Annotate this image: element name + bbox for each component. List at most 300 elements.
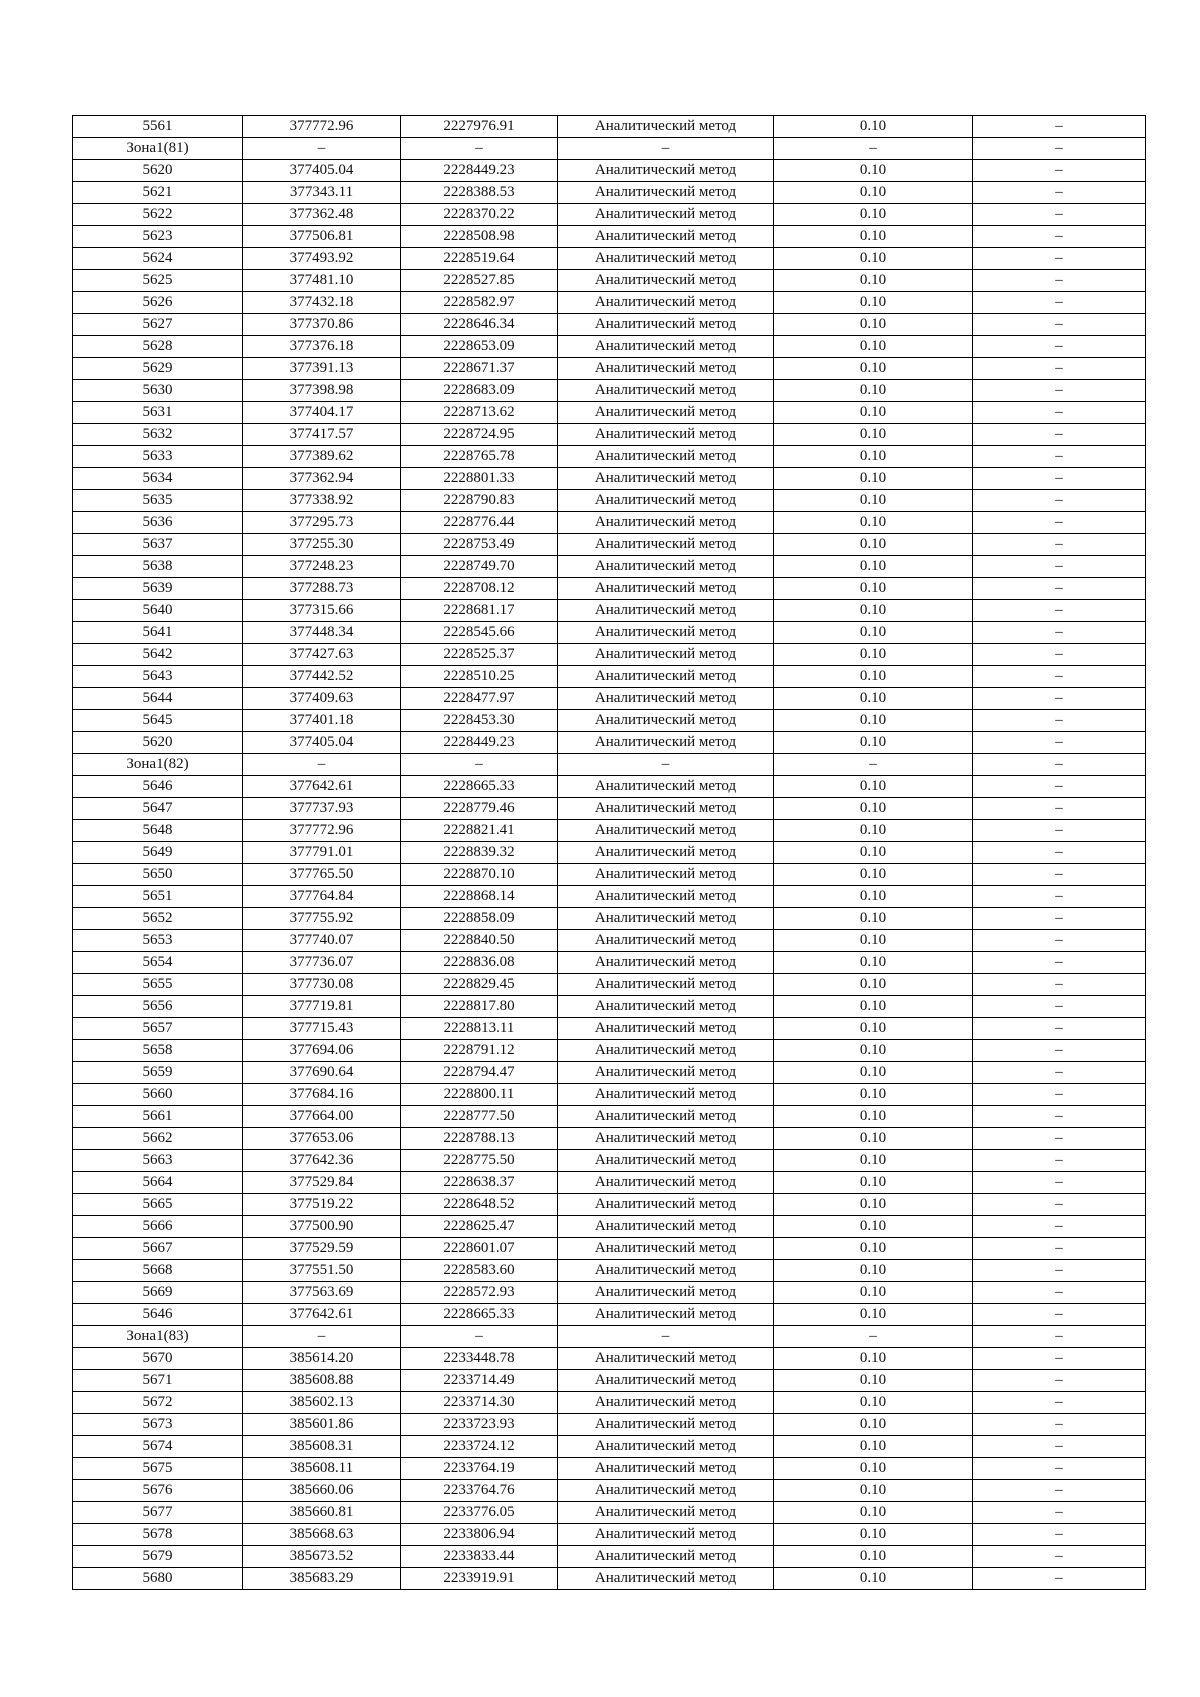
zone-header-row	[73, 1326, 1146, 1348]
point-number-cell: 5631	[73, 402, 243, 424]
x-coordinate-cell: 377551.50	[243, 1260, 401, 1282]
point-number-cell: 5638	[73, 556, 243, 578]
x-coordinate-cell: 377405.04	[243, 160, 401, 182]
note-cell: –	[973, 1172, 1146, 1194]
note-cell: –	[973, 182, 1146, 204]
table-row	[73, 336, 1146, 358]
point-number-cell: 5654	[73, 952, 243, 974]
x-coordinate-cell: 385608.11	[243, 1458, 401, 1480]
table-row	[73, 182, 1146, 204]
table-row	[73, 1018, 1146, 1040]
accuracy-cell: 0.10	[774, 1348, 973, 1370]
y-coordinate-cell: 2228775.50	[401, 1150, 558, 1172]
table-row	[73, 1304, 1146, 1326]
point-number-cell: 5678	[73, 1524, 243, 1546]
x-coordinate-cell: 377715.43	[243, 1018, 401, 1040]
point-number-cell: Зона1(81)	[73, 138, 243, 160]
accuracy-cell: 0.10	[774, 1568, 973, 1590]
point-number-cell: 5668	[73, 1260, 243, 1282]
accuracy-cell: 0.10	[774, 160, 973, 182]
point-number-cell: 5670	[73, 1348, 243, 1370]
note-cell: –	[973, 1304, 1146, 1326]
point-number-cell: 5659	[73, 1062, 243, 1084]
point-number-cell: 5666	[73, 1216, 243, 1238]
table-row	[73, 292, 1146, 314]
table-row	[73, 402, 1146, 424]
note-cell: –	[973, 732, 1146, 754]
point-number-cell: 5637	[73, 534, 243, 556]
method-cell: Аналитический метод	[558, 1392, 774, 1414]
point-number-cell: 5661	[73, 1106, 243, 1128]
x-coordinate-cell: 377694.06	[243, 1040, 401, 1062]
y-coordinate-cell: 2228779.46	[401, 798, 558, 820]
x-coordinate-cell: 377730.08	[243, 974, 401, 996]
x-coordinate-cell: 385660.81	[243, 1502, 401, 1524]
y-coordinate-cell: 2228648.52	[401, 1194, 558, 1216]
accuracy-cell: 0.10	[774, 1304, 973, 1326]
method-cell: Аналитический метод	[558, 974, 774, 996]
method-cell: Аналитический метод	[558, 534, 774, 556]
x-coordinate-cell: 377255.30	[243, 534, 401, 556]
x-coordinate-cell: 377642.61	[243, 1304, 401, 1326]
point-number-cell: 5640	[73, 600, 243, 622]
accuracy-cell: 0.10	[774, 314, 973, 336]
x-coordinate-cell: 377719.81	[243, 996, 401, 1018]
table-row	[73, 1084, 1146, 1106]
method-cell: Аналитический метод	[558, 1458, 774, 1480]
method-cell: Аналитический метод	[558, 644, 774, 666]
accuracy-cell: –	[774, 754, 973, 776]
accuracy-cell: 0.10	[774, 248, 973, 270]
point-number-cell: 5630	[73, 380, 243, 402]
table-row	[73, 424, 1146, 446]
table-row	[73, 842, 1146, 864]
method-cell: Аналитический метод	[558, 402, 774, 424]
accuracy-cell: 0.10	[774, 864, 973, 886]
table-row	[73, 1568, 1146, 1590]
table-row	[73, 1238, 1146, 1260]
note-cell: –	[973, 1040, 1146, 1062]
table-row	[73, 226, 1146, 248]
y-coordinate-cell: 2233714.30	[401, 1392, 558, 1414]
x-coordinate-cell: 385601.86	[243, 1414, 401, 1436]
point-number-cell: 5679	[73, 1546, 243, 1568]
table-row	[73, 886, 1146, 908]
accuracy-cell: 0.10	[774, 1040, 973, 1062]
y-coordinate-cell: 2228449.23	[401, 732, 558, 754]
point-number-cell: 5671	[73, 1370, 243, 1392]
accuracy-cell: 0.10	[774, 578, 973, 600]
method-cell: Аналитический метод	[558, 688, 774, 710]
x-coordinate-cell: 385683.29	[243, 1568, 401, 1590]
method-cell: Аналитический метод	[558, 1436, 774, 1458]
note-cell: –	[973, 908, 1146, 930]
point-number-cell: Зона1(82)	[73, 754, 243, 776]
method-cell: Аналитический метод	[558, 1106, 774, 1128]
table-row	[73, 490, 1146, 512]
x-coordinate-cell: 377417.57	[243, 424, 401, 446]
accuracy-cell: 0.10	[774, 996, 973, 1018]
note-cell: –	[973, 1458, 1146, 1480]
y-coordinate-cell: 2228519.64	[401, 248, 558, 270]
note-cell: –	[973, 666, 1146, 688]
y-coordinate-cell: 2233724.12	[401, 1436, 558, 1458]
method-cell: Аналитический метод	[558, 182, 774, 204]
accuracy-cell: 0.10	[774, 1480, 973, 1502]
accuracy-cell: 0.10	[774, 490, 973, 512]
note-cell: –	[973, 424, 1146, 446]
note-cell: –	[973, 798, 1146, 820]
method-cell: Аналитический метод	[558, 116, 774, 138]
x-coordinate-cell: 377315.66	[243, 600, 401, 622]
point-number-cell: 5665	[73, 1194, 243, 1216]
table-row	[73, 1348, 1146, 1370]
y-coordinate-cell: –	[401, 754, 558, 776]
note-cell: –	[973, 446, 1146, 468]
x-coordinate-cell: 377563.69	[243, 1282, 401, 1304]
method-cell: Аналитический метод	[558, 908, 774, 930]
x-coordinate-cell: 377391.13	[243, 358, 401, 380]
accuracy-cell: 0.10	[774, 270, 973, 292]
point-number-cell: 5650	[73, 864, 243, 886]
y-coordinate-cell: 2228813.11	[401, 1018, 558, 1040]
point-number-cell: 5648	[73, 820, 243, 842]
method-cell: Аналитический метод	[558, 446, 774, 468]
accuracy-cell: 0.10	[774, 600, 973, 622]
point-number-cell: 5680	[73, 1568, 243, 1590]
table-row	[73, 1502, 1146, 1524]
y-coordinate-cell: 2228753.49	[401, 534, 558, 556]
y-coordinate-cell: 2233448.78	[401, 1348, 558, 1370]
point-number-cell: 5634	[73, 468, 243, 490]
point-number-cell: 5639	[73, 578, 243, 600]
y-coordinate-cell: 2228724.95	[401, 424, 558, 446]
x-coordinate-cell: 377772.96	[243, 116, 401, 138]
note-cell: –	[973, 1436, 1146, 1458]
method-cell: Аналитический метод	[558, 1568, 774, 1590]
y-coordinate-cell: 2228870.10	[401, 864, 558, 886]
method-cell: Аналитический метод	[558, 842, 774, 864]
point-number-cell: 5624	[73, 248, 243, 270]
note-cell: –	[973, 490, 1146, 512]
accuracy-cell: 0.10	[774, 1458, 973, 1480]
x-coordinate-cell: 377427.63	[243, 644, 401, 666]
note-cell: –	[973, 1260, 1146, 1282]
note-cell: –	[973, 1194, 1146, 1216]
method-cell: Аналитический метод	[558, 1040, 774, 1062]
y-coordinate-cell: 2228749.70	[401, 556, 558, 578]
table-row	[73, 1458, 1146, 1480]
x-coordinate-cell: 377376.18	[243, 336, 401, 358]
accuracy-cell: 0.10	[774, 292, 973, 314]
y-coordinate-cell: 2228477.97	[401, 688, 558, 710]
point-number-cell: 5644	[73, 688, 243, 710]
method-cell: Аналитический метод	[558, 1480, 774, 1502]
table-row	[73, 1282, 1146, 1304]
method-cell: Аналитический метод	[558, 1524, 774, 1546]
point-number-cell: 5674	[73, 1436, 243, 1458]
table-row	[73, 1194, 1146, 1216]
point-number-cell: 5621	[73, 182, 243, 204]
table-row	[73, 578, 1146, 600]
method-cell: Аналитический метод	[558, 248, 774, 270]
table-row	[73, 1150, 1146, 1172]
point-number-cell: 5675	[73, 1458, 243, 1480]
y-coordinate-cell: 2233919.91	[401, 1568, 558, 1590]
y-coordinate-cell: 2228777.50	[401, 1106, 558, 1128]
y-coordinate-cell: 2228625.47	[401, 1216, 558, 1238]
accuracy-cell: 0.10	[774, 1282, 973, 1304]
point-number-cell: 5663	[73, 1150, 243, 1172]
accuracy-cell: 0.10	[774, 820, 973, 842]
x-coordinate-cell: 377343.11	[243, 182, 401, 204]
table-row	[73, 974, 1146, 996]
note-cell: –	[973, 1150, 1146, 1172]
x-coordinate-cell: 385668.63	[243, 1524, 401, 1546]
accuracy-cell: 0.10	[774, 644, 973, 666]
point-number-cell: 5636	[73, 512, 243, 534]
note-cell: –	[973, 1568, 1146, 1590]
y-coordinate-cell: 2228836.08	[401, 952, 558, 974]
note-cell: –	[973, 468, 1146, 490]
point-number-cell: 5561	[73, 116, 243, 138]
y-coordinate-cell: 2228839.32	[401, 842, 558, 864]
note-cell: –	[973, 688, 1146, 710]
method-cell: Аналитический метод	[558, 1546, 774, 1568]
note-cell: –	[973, 1216, 1146, 1238]
accuracy-cell: 0.10	[774, 1106, 973, 1128]
note-cell: –	[973, 578, 1146, 600]
table-row	[73, 556, 1146, 578]
accuracy-cell: 0.10	[774, 1238, 973, 1260]
y-coordinate-cell: 2228508.98	[401, 226, 558, 248]
method-cell: Аналитический метод	[558, 952, 774, 974]
method-cell: Аналитический метод	[558, 380, 774, 402]
note-cell: –	[973, 776, 1146, 798]
coordinates-table	[72, 115, 1146, 1590]
point-number-cell: 5645	[73, 710, 243, 732]
method-cell: Аналитический метод	[558, 1084, 774, 1106]
note-cell: –	[973, 248, 1146, 270]
y-coordinate-cell: 2233833.44	[401, 1546, 558, 1568]
x-coordinate-cell: 377642.36	[243, 1150, 401, 1172]
note-cell: –	[973, 380, 1146, 402]
point-number-cell: 5655	[73, 974, 243, 996]
x-coordinate-cell: –	[243, 1326, 401, 1348]
note-cell: –	[973, 754, 1146, 776]
point-number-cell: 5627	[73, 314, 243, 336]
y-coordinate-cell: 2228776.44	[401, 512, 558, 534]
point-number-cell: 5662	[73, 1128, 243, 1150]
method-cell: Аналитический метод	[558, 1260, 774, 1282]
method-cell: Аналитический метод	[558, 1414, 774, 1436]
x-coordinate-cell: 377500.90	[243, 1216, 401, 1238]
point-number-cell: 5643	[73, 666, 243, 688]
method-cell: Аналитический метод	[558, 490, 774, 512]
point-number-cell: 5620	[73, 732, 243, 754]
note-cell: –	[973, 1480, 1146, 1502]
x-coordinate-cell: 377529.84	[243, 1172, 401, 1194]
point-number-cell: 5657	[73, 1018, 243, 1040]
accuracy-cell: 0.10	[774, 446, 973, 468]
point-number-cell: 5651	[73, 886, 243, 908]
method-cell: Аналитический метод	[558, 1216, 774, 1238]
note-cell: –	[973, 710, 1146, 732]
y-coordinate-cell: 2228840.50	[401, 930, 558, 952]
table-row	[73, 776, 1146, 798]
x-coordinate-cell: 377398.98	[243, 380, 401, 402]
y-coordinate-cell: 2228829.45	[401, 974, 558, 996]
method-cell: Аналитический метод	[558, 358, 774, 380]
x-coordinate-cell: 377432.18	[243, 292, 401, 314]
note-cell: –	[973, 314, 1146, 336]
x-coordinate-cell: 385673.52	[243, 1546, 401, 1568]
x-coordinate-cell: 377288.73	[243, 578, 401, 600]
note-cell: –	[973, 204, 1146, 226]
point-number-cell: 5646	[73, 1304, 243, 1326]
table-row	[73, 1436, 1146, 1458]
point-number-cell: 5667	[73, 1238, 243, 1260]
x-coordinate-cell: 377448.34	[243, 622, 401, 644]
note-cell: –	[973, 1524, 1146, 1546]
y-coordinate-cell: 2228665.33	[401, 1304, 558, 1326]
point-number-cell: 5672	[73, 1392, 243, 1414]
y-coordinate-cell: 2228800.11	[401, 1084, 558, 1106]
y-coordinate-cell: 2233723.93	[401, 1414, 558, 1436]
y-coordinate-cell: 2228788.13	[401, 1128, 558, 1150]
note-cell: –	[973, 1414, 1146, 1436]
y-coordinate-cell: 2228510.25	[401, 666, 558, 688]
y-coordinate-cell: 2228858.09	[401, 908, 558, 930]
note-cell: –	[973, 160, 1146, 182]
method-cell: Аналитический метод	[558, 226, 774, 248]
accuracy-cell: 0.10	[774, 1524, 973, 1546]
accuracy-cell: 0.10	[774, 1436, 973, 1458]
method-cell: Аналитический метод	[558, 1172, 774, 1194]
accuracy-cell: 0.10	[774, 1260, 973, 1282]
x-coordinate-cell: 377295.73	[243, 512, 401, 534]
note-cell: –	[973, 270, 1146, 292]
y-coordinate-cell: 2233764.19	[401, 1458, 558, 1480]
y-coordinate-cell: 2233776.05	[401, 1502, 558, 1524]
accuracy-cell: 0.10	[774, 204, 973, 226]
y-coordinate-cell: 2228453.30	[401, 710, 558, 732]
note-cell: –	[973, 600, 1146, 622]
note-cell: –	[973, 886, 1146, 908]
accuracy-cell: 0.10	[774, 1194, 973, 1216]
table-row	[73, 116, 1146, 138]
accuracy-cell: 0.10	[774, 116, 973, 138]
y-coordinate-cell: 2228794.47	[401, 1062, 558, 1084]
x-coordinate-cell: 385660.06	[243, 1480, 401, 1502]
point-number-cell: 5635	[73, 490, 243, 512]
note-cell: –	[973, 1282, 1146, 1304]
method-cell: Аналитический метод	[558, 886, 774, 908]
x-coordinate-cell: 385608.31	[243, 1436, 401, 1458]
table-row	[73, 710, 1146, 732]
note-cell: –	[973, 1128, 1146, 1150]
table-row	[73, 820, 1146, 842]
note-cell: –	[973, 996, 1146, 1018]
table-row	[73, 534, 1146, 556]
method-cell: Аналитический метод	[558, 930, 774, 952]
zone-header-row	[73, 754, 1146, 776]
x-coordinate-cell: –	[243, 754, 401, 776]
x-coordinate-cell: 377405.04	[243, 732, 401, 754]
x-coordinate-cell: 385608.88	[243, 1370, 401, 1392]
method-cell: Аналитический метод	[558, 1150, 774, 1172]
point-number-cell: 5649	[73, 842, 243, 864]
x-coordinate-cell: 377401.18	[243, 710, 401, 732]
point-number-cell: 5629	[73, 358, 243, 380]
note-cell: –	[973, 952, 1146, 974]
x-coordinate-cell: 377506.81	[243, 226, 401, 248]
accuracy-cell: 0.10	[774, 1414, 973, 1436]
note-cell: –	[973, 622, 1146, 644]
y-coordinate-cell: 2228388.53	[401, 182, 558, 204]
y-coordinate-cell: 2228671.37	[401, 358, 558, 380]
x-coordinate-cell: 385614.20	[243, 1348, 401, 1370]
note-cell: –	[973, 138, 1146, 160]
y-coordinate-cell: 2228545.66	[401, 622, 558, 644]
point-number-cell: 5664	[73, 1172, 243, 1194]
accuracy-cell: 0.10	[774, 182, 973, 204]
point-number-cell: 5628	[73, 336, 243, 358]
accuracy-cell: 0.10	[774, 622, 973, 644]
point-number-cell: 5633	[73, 446, 243, 468]
table-row	[73, 1480, 1146, 1502]
table-row	[73, 270, 1146, 292]
table-row	[73, 1106, 1146, 1128]
x-coordinate-cell: 377736.07	[243, 952, 401, 974]
point-number-cell: 5632	[73, 424, 243, 446]
accuracy-cell: –	[774, 138, 973, 160]
method-cell: Аналитический метод	[558, 710, 774, 732]
method-cell: Аналитический метод	[558, 292, 774, 314]
point-number-cell: 5652	[73, 908, 243, 930]
x-coordinate-cell: 377664.00	[243, 1106, 401, 1128]
method-cell: Аналитический метод	[558, 578, 774, 600]
y-coordinate-cell: 2228765.78	[401, 446, 558, 468]
point-number-cell: 5642	[73, 644, 243, 666]
zone-header-row	[73, 138, 1146, 160]
x-coordinate-cell: 377481.10	[243, 270, 401, 292]
accuracy-cell: 0.10	[774, 1062, 973, 1084]
accuracy-cell: 0.10	[774, 1018, 973, 1040]
x-coordinate-cell: 377389.62	[243, 446, 401, 468]
table-row	[73, 314, 1146, 336]
method-cell: Аналитический метод	[558, 864, 774, 886]
table-row	[73, 468, 1146, 490]
x-coordinate-cell: 377409.63	[243, 688, 401, 710]
note-cell: –	[973, 930, 1146, 952]
accuracy-cell: 0.10	[774, 886, 973, 908]
note-cell: –	[973, 644, 1146, 666]
method-cell: Аналитический метод	[558, 1128, 774, 1150]
y-coordinate-cell: 2228370.22	[401, 204, 558, 226]
x-coordinate-cell: 377653.06	[243, 1128, 401, 1150]
point-number-cell: 5677	[73, 1502, 243, 1524]
point-number-cell: 5626	[73, 292, 243, 314]
y-coordinate-cell: 2228791.12	[401, 1040, 558, 1062]
x-coordinate-cell: 377338.92	[243, 490, 401, 512]
x-coordinate-cell: 377791.01	[243, 842, 401, 864]
note-cell: –	[973, 512, 1146, 534]
x-coordinate-cell: 377248.23	[243, 556, 401, 578]
table-row	[73, 688, 1146, 710]
point-number-cell: Зона1(83)	[73, 1326, 243, 1348]
accuracy-cell: 0.10	[774, 666, 973, 688]
